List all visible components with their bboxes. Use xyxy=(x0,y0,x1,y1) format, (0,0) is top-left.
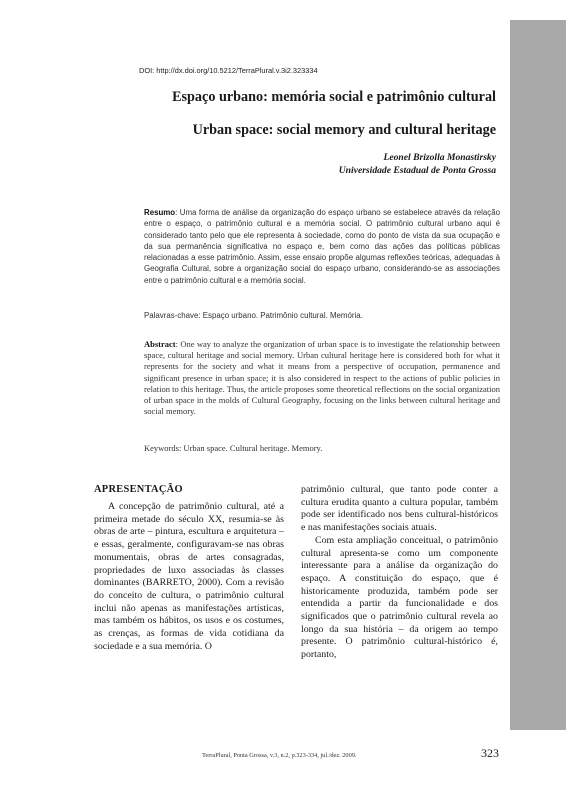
resumo-block xyxy=(144,207,500,286)
resumo-label: Resumo xyxy=(144,208,176,217)
doi-line[interactable]: DOI: http://dx.doi.org/10.5212/TerraPlural.v.3i2.323334 xyxy=(139,66,318,75)
left-column xyxy=(94,501,284,653)
author-name: Leonel Brizolla Monastirsky xyxy=(383,152,496,163)
palavras-chave: Palavras-chave: Espaço urbano. Patrimônio cultural. Memória. xyxy=(144,311,363,320)
title-portuguese: Espaço urbano: memória social e patrimônio cultural xyxy=(172,89,496,105)
abstract-label: Abstract xyxy=(144,339,176,349)
journal-footer: TerraPlural, Ponta Grossa, v.3, n.2, p.323-334, jul./dez. 2009. xyxy=(202,752,357,759)
page-number: 323 xyxy=(481,746,499,760)
right-paragraph: patrimônio cultural, que tanto pode conter a cultura erudita quanto a cultura popular, também pode ser identificado nos bens cultural-históricos e nas manifestações sociais atuais. xyxy=(301,484,498,534)
right-paragraph: Com esta ampliação conceitual, o patrimônio cultural apresenta-se como um componente interessante para a análise da organização do espaço. A constituição do espaço, que é historicamente produzida, também pode ser entendida a partir da funcionalidade e dos significados que o patrimônio cultural revela ao longo da sua história – da origem ao tempo presente. O patrimônio cultural-histórico é, portanto, xyxy=(301,534,498,661)
abstract-block xyxy=(144,339,500,417)
section-title: APRESENTAÇÃO xyxy=(94,484,183,495)
author-affiliation: Universidade Estadual de Ponta Grossa xyxy=(338,165,496,176)
abstract-text: : One way to analyze the organization of urban space is to investigate the relationship between space, cultural heritage and social memory. Urban cultural heritage here is considered both for what it represents for the society and what it means from a perspective of occupation, permanence and significant presence in urban space; it is also considered in respect to the actions of public policies in relation to this heritage. Thus, the article proposes some theoretical reflections on the social organization of urban space in the molds of Cultural Geography, focusing on the links between cultural heritage and social memory. xyxy=(144,339,500,417)
keywords: Keywords: Urban space. Cultural heritage. Memory. xyxy=(144,443,323,453)
side-margin-bar xyxy=(510,20,566,730)
left-paragraph: A concepção de patrimônio cultural, até a primeira metade do século XX, resumia-se às obras de arte – pintura, escultura e arquitetura – e essas, geralmente, configuravam-se nas obras monumentais, obras de artes consagradas, propriedades de luxo associadas às classes dominantes (BARRETO, 2000). Com a revisão do conceito de cultura, o patrimônio cultural inclui não apenas as manifestações artísticas, mas também os hábitos, os usos e os costumes, as crenças, as formas de vida cotidiana da sociedade e a sua memória. O xyxy=(94,501,284,652)
right-column xyxy=(301,484,498,662)
resumo-text: : Uma forma de análise da organização do espaço urbano se estabelece através da relação entre o espaço, o patrimônio cultural e a memória social. O patrimônio cultural urbano aqui é considerado tanto pelo que ele representa à sociedade, como do ponto de vista da sua ocupação e da sua permanência significativa no espaço e, bem como das ações das políticas públicas relacionadas a esse patrimônio. Assim, esse ensaio propõe algumas reflexões teóricas, adequadas à Geografia Cultural, sobre a organização social do espaço urbano, considerando-se as associações entre o patrimônio cultural e a memória social. xyxy=(144,208,500,285)
title-english: Urban space: social memory and cultural heritage xyxy=(192,122,496,138)
